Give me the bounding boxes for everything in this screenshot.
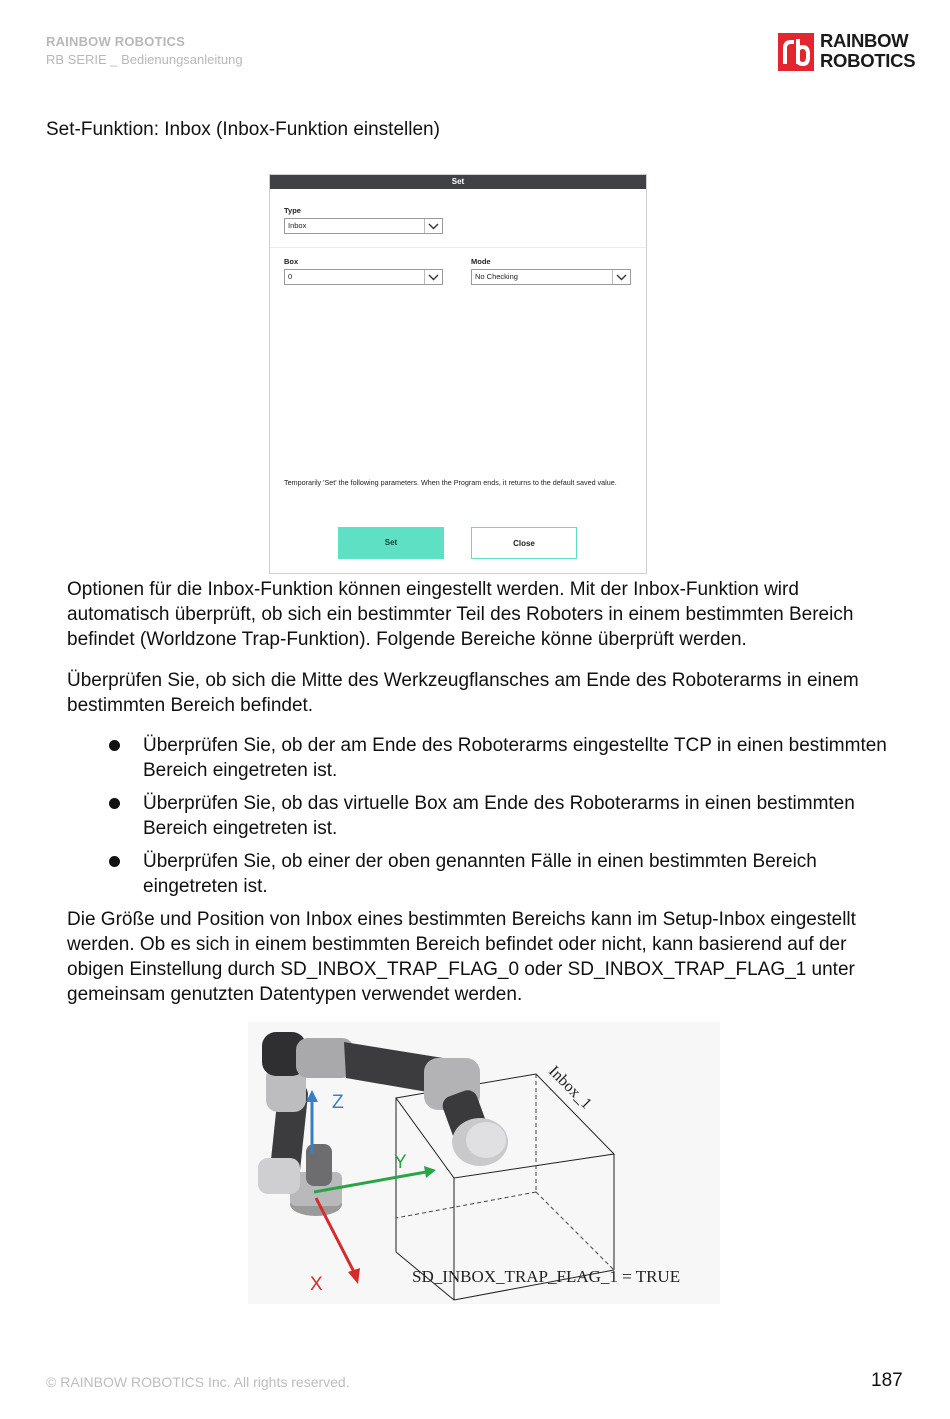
- chevron-down-icon: [424, 270, 442, 284]
- list-item-text: Überprüfen Sie, ob das virtuelle Box am Ende des Roboterarms in einen bestimmten Bereich eingetreten ist.: [143, 793, 855, 839]
- list-item: [67, 791, 897, 841]
- box-label: Box: [284, 257, 299, 266]
- header-company: RAINBOW ROBOTICS: [46, 34, 185, 49]
- bullet-icon: [109, 798, 120, 809]
- list-item-text: Überprüfen Sie, ob einer der oben genannten Fälle in einen bestimmten Bereich eingetreten ist.: [143, 851, 817, 897]
- paragraph-intro: Optionen für die Inbox-Funktion können eingestellt werden. Mit der Inbox-Funktion wird automatisch überprüft, ob sich ein bestimmter Teil des Roboters in einem bestimmten Bereich befindet (Worldzone Trap-Funktion). Folgende Bereiche könne überprüft werden.: [67, 579, 854, 650]
- bullet-list: [67, 733, 897, 907]
- inbox-name-label: Inbox_1: [545, 1062, 595, 1113]
- brand-logo: [778, 30, 916, 73]
- logo-line-2: ROBOTICS: [820, 50, 916, 71]
- type-value: Inbox: [288, 221, 307, 230]
- mode-value: No Checking: [475, 272, 518, 281]
- robot-inbox-figure: [248, 1022, 720, 1304]
- axis-z-label: Z: [332, 1092, 344, 1113]
- bullet-icon: [109, 740, 120, 751]
- mode-label: Mode: [471, 257, 491, 266]
- list-item: [67, 733, 897, 783]
- list-item-text: Überprüfen Sie, ob der am Ende des Roboterarms eingestellte TCP in einen bestimmten Bereich eingetreten ist.: [143, 735, 887, 781]
- close-button[interactable]: Close: [471, 527, 577, 559]
- dialog-note: Temporarily 'Set' the following parameters. When the Program ends, it returns to the default saved value.: [284, 478, 617, 487]
- trap-flag-label: SD_INBOX_TRAP_FLAG_1 = TRUE: [412, 1267, 681, 1286]
- axis-y-label: Y: [394, 1152, 407, 1173]
- header-subtitle: RB SERIE _ Bedienungsanleitung: [46, 52, 243, 67]
- set-button[interactable]: Set: [338, 527, 444, 559]
- box-select[interactable]: [284, 269, 443, 285]
- type-select[interactable]: [284, 218, 443, 234]
- box-value: 0: [288, 272, 293, 281]
- paragraph-setup: Die Größe und Position von Inbox eines bestimmten Bereichs kann im Setup-Inbox eingestellt werden. Ob es sich in einem bestimmten Bereich befindet oder nicht, kann basierend auf der obigen Einstellung durch SD_INBOX_TRAP_FLAG_0 oder SD_INBOX_TRAP_FLAG_1 unter gemeinsam genutzten Datentypen verwendet werden.: [67, 909, 856, 1005]
- paragraph-flange: Überprüfen Sie, ob sich die Mitte des Werkzeugflansches am Ende des Roboterarms in einem bestimmten Bereich befindet.: [67, 670, 859, 716]
- logo-line-1: RAINBOW: [820, 30, 909, 51]
- logo-wordmark: [820, 31, 915, 71]
- dialog-divider: [270, 247, 646, 248]
- footer-copyright: © RAINBOW ROBOTICS Inc. All rights reserved.: [46, 1374, 350, 1390]
- chevron-down-icon: [424, 219, 442, 233]
- section-title: Set-Funktion: Inbox (Inbox-Funktion einstellen): [46, 119, 440, 140]
- dialog-title: Set: [270, 175, 646, 189]
- mode-select[interactable]: [471, 269, 631, 285]
- type-label: Type: [284, 206, 301, 215]
- page-number: 187: [871, 1370, 903, 1391]
- list-item: [67, 849, 897, 899]
- set-dialog: [269, 174, 647, 574]
- logo-mark-icon: [778, 33, 814, 71]
- axis-x-label: X: [310, 1274, 323, 1295]
- bullet-icon: [109, 856, 120, 867]
- chevron-down-icon: [612, 270, 630, 284]
